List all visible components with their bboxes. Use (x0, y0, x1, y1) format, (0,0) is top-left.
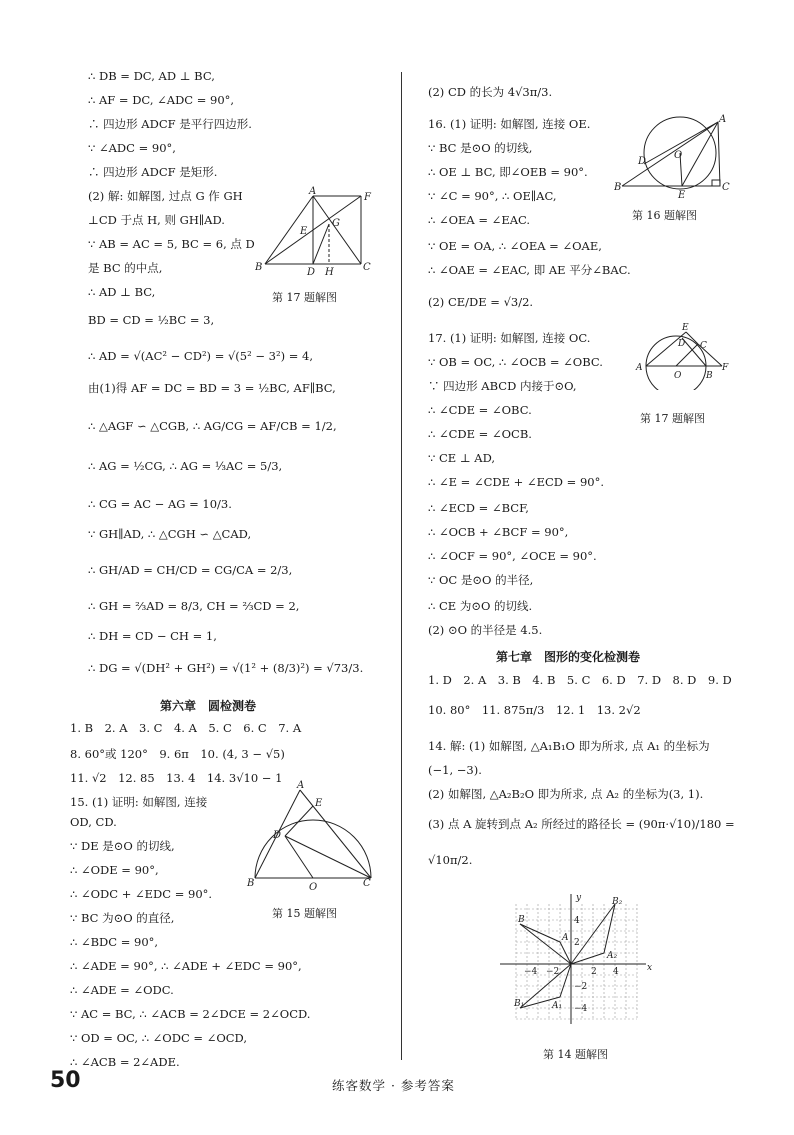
text-line: 是 BC 的中点, (88, 261, 163, 275)
text-line: ∵ ∠C = 90°, ∴ OE∥AC, (428, 189, 557, 203)
caption-fig17-left: 第 17 题解图 (272, 291, 337, 304)
text-line: (2) ⊙O 的半径是 4.5. (428, 623, 543, 637)
text-line: ∵ 四边形 ABCD 内接于⊙O, (428, 379, 577, 393)
text-line: ∴ CG = AC − AG = 10/3. (88, 497, 232, 511)
label-C: C (363, 878, 371, 889)
text-line: ∴ ∠BDC = 90°, (70, 935, 159, 949)
text-line: ∴ ∠ODC + ∠EDC = 90°. (70, 887, 213, 901)
text-line: OD, CD. (70, 815, 117, 829)
label-E: E (300, 226, 308, 237)
label-C: C (700, 341, 707, 351)
text-line: ∴ DB = DC, AD ⊥ BC, (88, 69, 215, 83)
figure-15 (245, 778, 375, 890)
label-B2: B₂ (612, 897, 623, 907)
text-line: ∴ GH = ⅔AD = 8/3, CH = ⅔CD = 2, (88, 599, 300, 613)
label-G: G (332, 218, 340, 229)
tick-y-neg4: −4 (574, 1004, 588, 1014)
text-line: ∴ ∠E = ∠CDE + ∠ECD = 90°. (428, 475, 604, 489)
tick-x-neg4: −4 (524, 967, 538, 977)
text-line: ∵ OB = OC, ∴ ∠OCB = ∠OBC. (428, 355, 603, 369)
label-F: F (722, 363, 729, 373)
label-D: D (638, 156, 647, 167)
text-line: 8. 60°或 120° 9. 6π 10. (4, 3 − √5) (70, 747, 285, 761)
tick-x-neg2: −2 (546, 967, 560, 977)
caption-fig15: 第 15 题解图 (272, 907, 337, 920)
text-line: (2) CD 的长为 4√3π/3. (428, 85, 553, 99)
text-line: BD = CD = ½BC = 3, (88, 313, 215, 327)
text-line: 1. D 2. A 3. B 4. B 5. C 6. D 7. D 8. D 9. D (428, 673, 732, 687)
label-A: A (719, 114, 727, 125)
text-line: ∴ △AGF ∽ △CGB, ∴ AG/CG = AF/CB = 1/2, (88, 419, 337, 433)
text-line: ∴ DH = CD − CH = 1, (88, 629, 217, 643)
label-A: A (309, 186, 317, 197)
label-B: B (247, 878, 255, 889)
text-line: ∴ ∠OAE = ∠EAC, 即 AE 平分∠BAC. (428, 263, 631, 277)
text-line: ∵ GH∥AD, ∴ △CGH ∽ △CAD, (88, 527, 252, 541)
tick-y-4: 4 (574, 916, 580, 926)
label-F: F (364, 192, 371, 203)
text-line: ∴ ∠ACB = 2∠ADE. (70, 1055, 180, 1069)
label-C: C (722, 182, 730, 193)
label-B: B (518, 915, 525, 925)
text-line: ∴ ∠ADE = ∠ODC. (70, 983, 174, 997)
text-line: ∵ DE 是⊙O 的切线, (70, 839, 175, 853)
label-A2: A₂ (607, 951, 618, 961)
text-line: ∴ OE ⊥ BC, 即∠OEB = 90°. (428, 165, 588, 179)
text-line: ∴ GH/AD = CH/CD = CG/CA = 2/3, (88, 563, 293, 577)
text-line: ∴ ∠OCF = 90°, ∠OCE = 90°. (428, 549, 597, 563)
text-line: ∴ DG = √(DH² + GH²) = √(1² + (8/3)²) = √73/3. (88, 661, 364, 675)
tick-x-4: 4 (613, 967, 619, 977)
tick-x-2: 2 (591, 967, 597, 977)
text-line: ∴ ∠OEA = ∠EAC. (428, 213, 531, 227)
page-footer: 练客数学 · 参考答案 (332, 1078, 455, 1093)
label-A1: A₁ (552, 1001, 563, 1011)
chapter7-heading: 第七章 图形的变化检测卷 (496, 650, 641, 664)
text-line: ∴ ∠CDE = ∠OCB. (428, 427, 532, 441)
text-line: 16. (1) 证明: 如解图, 连接 OE. (428, 117, 591, 131)
text-line: 10. 80° 11. 875π/3 12. 1 13. 2√2 (428, 703, 641, 717)
label-A: A (562, 933, 569, 943)
column-divider (401, 72, 402, 1060)
text-line: 由(1)得 AF = DC = BD = 3 = ½BC, AF∥BC, (88, 381, 336, 395)
label-B: B (614, 182, 622, 193)
caption-fig16: 第 16 题解图 (632, 209, 697, 222)
label-D: D (307, 267, 316, 276)
text-line: ∴ 四边形 ADCF 是矩形. (88, 165, 218, 179)
tick-y-neg2: −2 (574, 982, 588, 992)
page-number: 50 (50, 1068, 81, 1093)
caption-fig14: 第 14 题解图 (543, 1048, 608, 1061)
figure-17-right (634, 322, 729, 390)
label-E: E (315, 798, 323, 809)
label-E: E (682, 323, 689, 333)
label-D: D (678, 339, 686, 349)
text-line: 17. (1) 证明: 如解图, 连接 OC. (428, 331, 591, 345)
text-line: ∴ AD ⊥ BC, (88, 285, 156, 299)
text-line: ∵ OC 是⊙O 的半径, (428, 573, 534, 587)
label-B: B (255, 262, 263, 273)
text-line: 11. √2 12. 85 13. 4 14. 3√10 − 1 (70, 771, 283, 785)
label-E: E (678, 190, 686, 201)
label-O: O (674, 150, 683, 161)
text-line: ∵ BC 为⊙O 的直径, (70, 911, 175, 925)
text-line: (2) 解: 如解图, 过点 G 作 GH (88, 189, 243, 203)
axis-y-label: y (576, 893, 582, 903)
text-line: (2) 如解图, △A₂B₂O 即为所求, 点 A₂ 的坐标为(3, 1). (428, 787, 704, 801)
label-B: B (706, 371, 713, 381)
caption-fig17-right: 第 17 题解图 (640, 412, 705, 425)
text-line: ∵ BC 是⊙O 的切线, (428, 141, 533, 155)
text-line: ∵ AB = AC = 5, BC = 6, 点 D (88, 237, 255, 251)
text-line: 15. (1) 证明: 如解图, 连接 (70, 795, 208, 809)
text-line: ∴ AG = ½CG, ∴ AG = ⅓AC = 5/3, (88, 459, 283, 473)
figure-14 (496, 890, 656, 1028)
text-line: ∵ OE = OA, ∴ ∠OEA = ∠OAE, (428, 239, 602, 253)
text-line: (−1, −3). (428, 763, 482, 777)
label-A: A (636, 363, 643, 373)
text-line: (2) CE/DE = √3/2. (428, 295, 534, 309)
label-A: A (297, 780, 305, 791)
label-H: H (325, 267, 334, 276)
text-line: ∴ 四边形 ADCF 是平行四边形. (88, 117, 252, 131)
label-C: C (363, 262, 371, 273)
chapter6-heading: 第六章 圆检测卷 (160, 699, 257, 713)
axis-x-label: x (647, 963, 653, 973)
text-line: ∴ ∠ADE = 90°, ∴ ∠ADE + ∠EDC = 90°, (70, 959, 302, 973)
label-O: O (309, 882, 318, 890)
text-line: ∴ ∠ODE = 90°, (70, 863, 159, 877)
label-O: O (674, 371, 682, 381)
text-line: ⊥CD 于点 H, 则 GH∥AD. (88, 213, 225, 227)
text-line: 14. 解: (1) 如解图, △A₁B₁O 即为所求, 点 A₁ 的坐标为 (428, 739, 710, 753)
tick-y-2: 2 (574, 938, 580, 948)
text-line: ∵ ∠ADC = 90°, (88, 141, 176, 155)
text-line: 1. B 2. A 3. C 4. A 5. C 6. C 7. A (70, 721, 302, 735)
text-line: ∴ AD = √(AC² − CD²) = √(5² − 3²) = 4, (88, 349, 314, 363)
text-line: ∴ AF = DC, ∠ADC = 90°, (88, 93, 235, 107)
text-line: ∴ ∠CDE = ∠OBC. (428, 403, 532, 417)
figure-17-left (255, 186, 375, 276)
label-B1: B₁ (514, 999, 525, 1009)
text-line: (3) 点 A 旋转到点 A₂ 所经过的路径长 = (90π·√10)/180 = (428, 817, 735, 831)
text-line: ∵ CE ⊥ AD, (428, 451, 496, 465)
text-line: √10π/2. (428, 853, 473, 867)
figure-16 (614, 108, 734, 204)
text-line: ∵ AC = BC, ∴ ∠ACB = 2∠DCE = 2∠OCD. (70, 1007, 311, 1021)
text-line: ∴ ∠OCB + ∠BCF = 90°, (428, 525, 569, 539)
label-D: D (273, 830, 282, 841)
text-line: ∴ ∠ECD = ∠BCF, (428, 501, 529, 515)
text-line: ∵ OD = OC, ∴ ∠ODC = ∠OCD, (70, 1031, 248, 1045)
text-line: ∴ CE 为⊙O 的切线. (428, 599, 533, 613)
